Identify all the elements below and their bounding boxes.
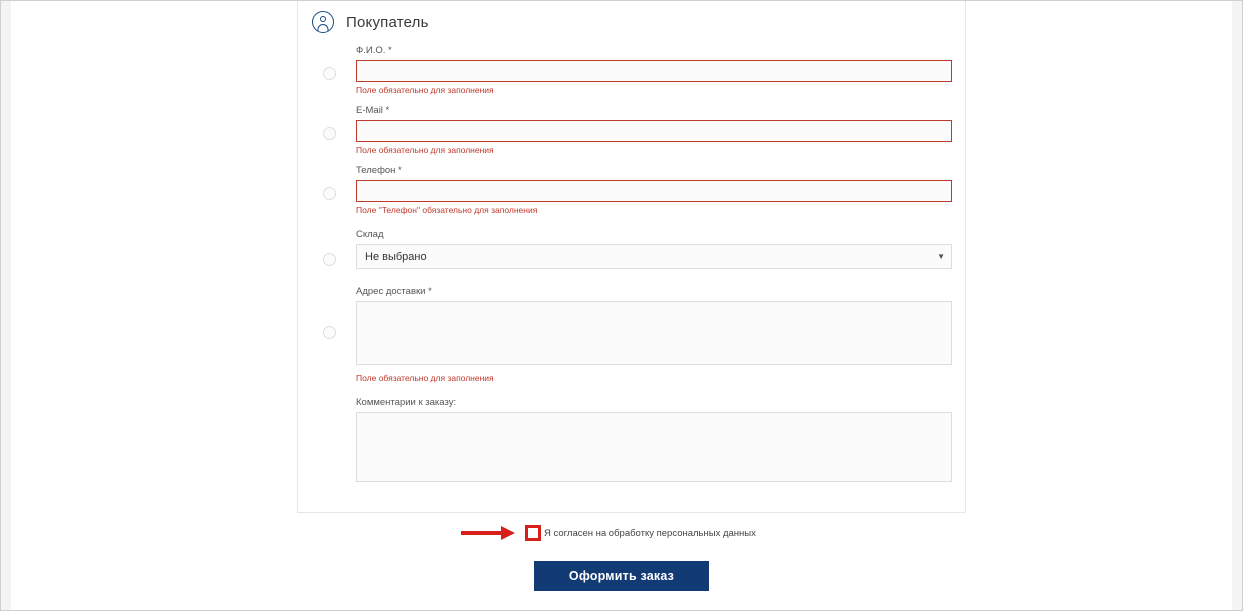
page-gutter-right <box>1232 1 1242 610</box>
field-phone <box>356 165 952 215</box>
label-phone: Телефон * <box>356 165 402 176</box>
person-icon <box>312 11 334 33</box>
label-fio: Ф.И.О. * <box>356 45 392 56</box>
field-fio <box>356 45 952 95</box>
field-email <box>356 105 952 155</box>
page-title: Покупатель <box>346 13 429 31</box>
page-gutter-left <box>1 1 11 610</box>
field-address <box>356 286 952 383</box>
store-select[interactable] <box>356 244 952 269</box>
email-input[interactable] <box>356 120 952 142</box>
field-comment <box>356 397 952 487</box>
consent-label: Я согласен на обработку персональных данных <box>544 527 756 539</box>
submit-row <box>11 561 1232 591</box>
field-marker-email <box>323 127 336 140</box>
checkout-customer-card <box>297 1 966 513</box>
consent-row <box>461 525 756 541</box>
red-arrow-annotation-icon <box>461 526 517 540</box>
field-store <box>356 229 952 269</box>
customer-fields <box>356 45 952 493</box>
error-email: Поле обязательно для заполнения <box>356 145 494 155</box>
label-email: E-Mail * <box>356 105 390 116</box>
chevron-down-icon: ▼ <box>937 252 945 261</box>
field-marker-address <box>323 326 336 339</box>
consent-checkbox[interactable] <box>525 525 541 541</box>
phone-input[interactable] <box>356 180 952 202</box>
error-fio: Поле обязательно для заполнения <box>356 85 494 95</box>
page-content <box>11 1 1232 610</box>
field-marker-store <box>323 253 336 266</box>
label-address: Адрес доставки * <box>356 286 432 297</box>
card-header <box>298 1 965 33</box>
submit-order-button[interactable]: Оформить заказ <box>534 561 709 591</box>
address-textarea[interactable] <box>356 301 952 365</box>
field-marker-fio <box>323 67 336 80</box>
store-select-wrap <box>356 244 952 269</box>
error-address: Поле обязательно для заполнения <box>356 373 494 383</box>
label-comment: Комментарии к заказу: <box>356 397 457 408</box>
error-phone: Поле "Телефон" обязательно для заполнения <box>356 205 538 215</box>
label-store: Склад <box>356 229 384 240</box>
field-marker-phone <box>323 187 336 200</box>
fio-input[interactable] <box>356 60 952 82</box>
comment-textarea[interactable] <box>356 412 952 482</box>
